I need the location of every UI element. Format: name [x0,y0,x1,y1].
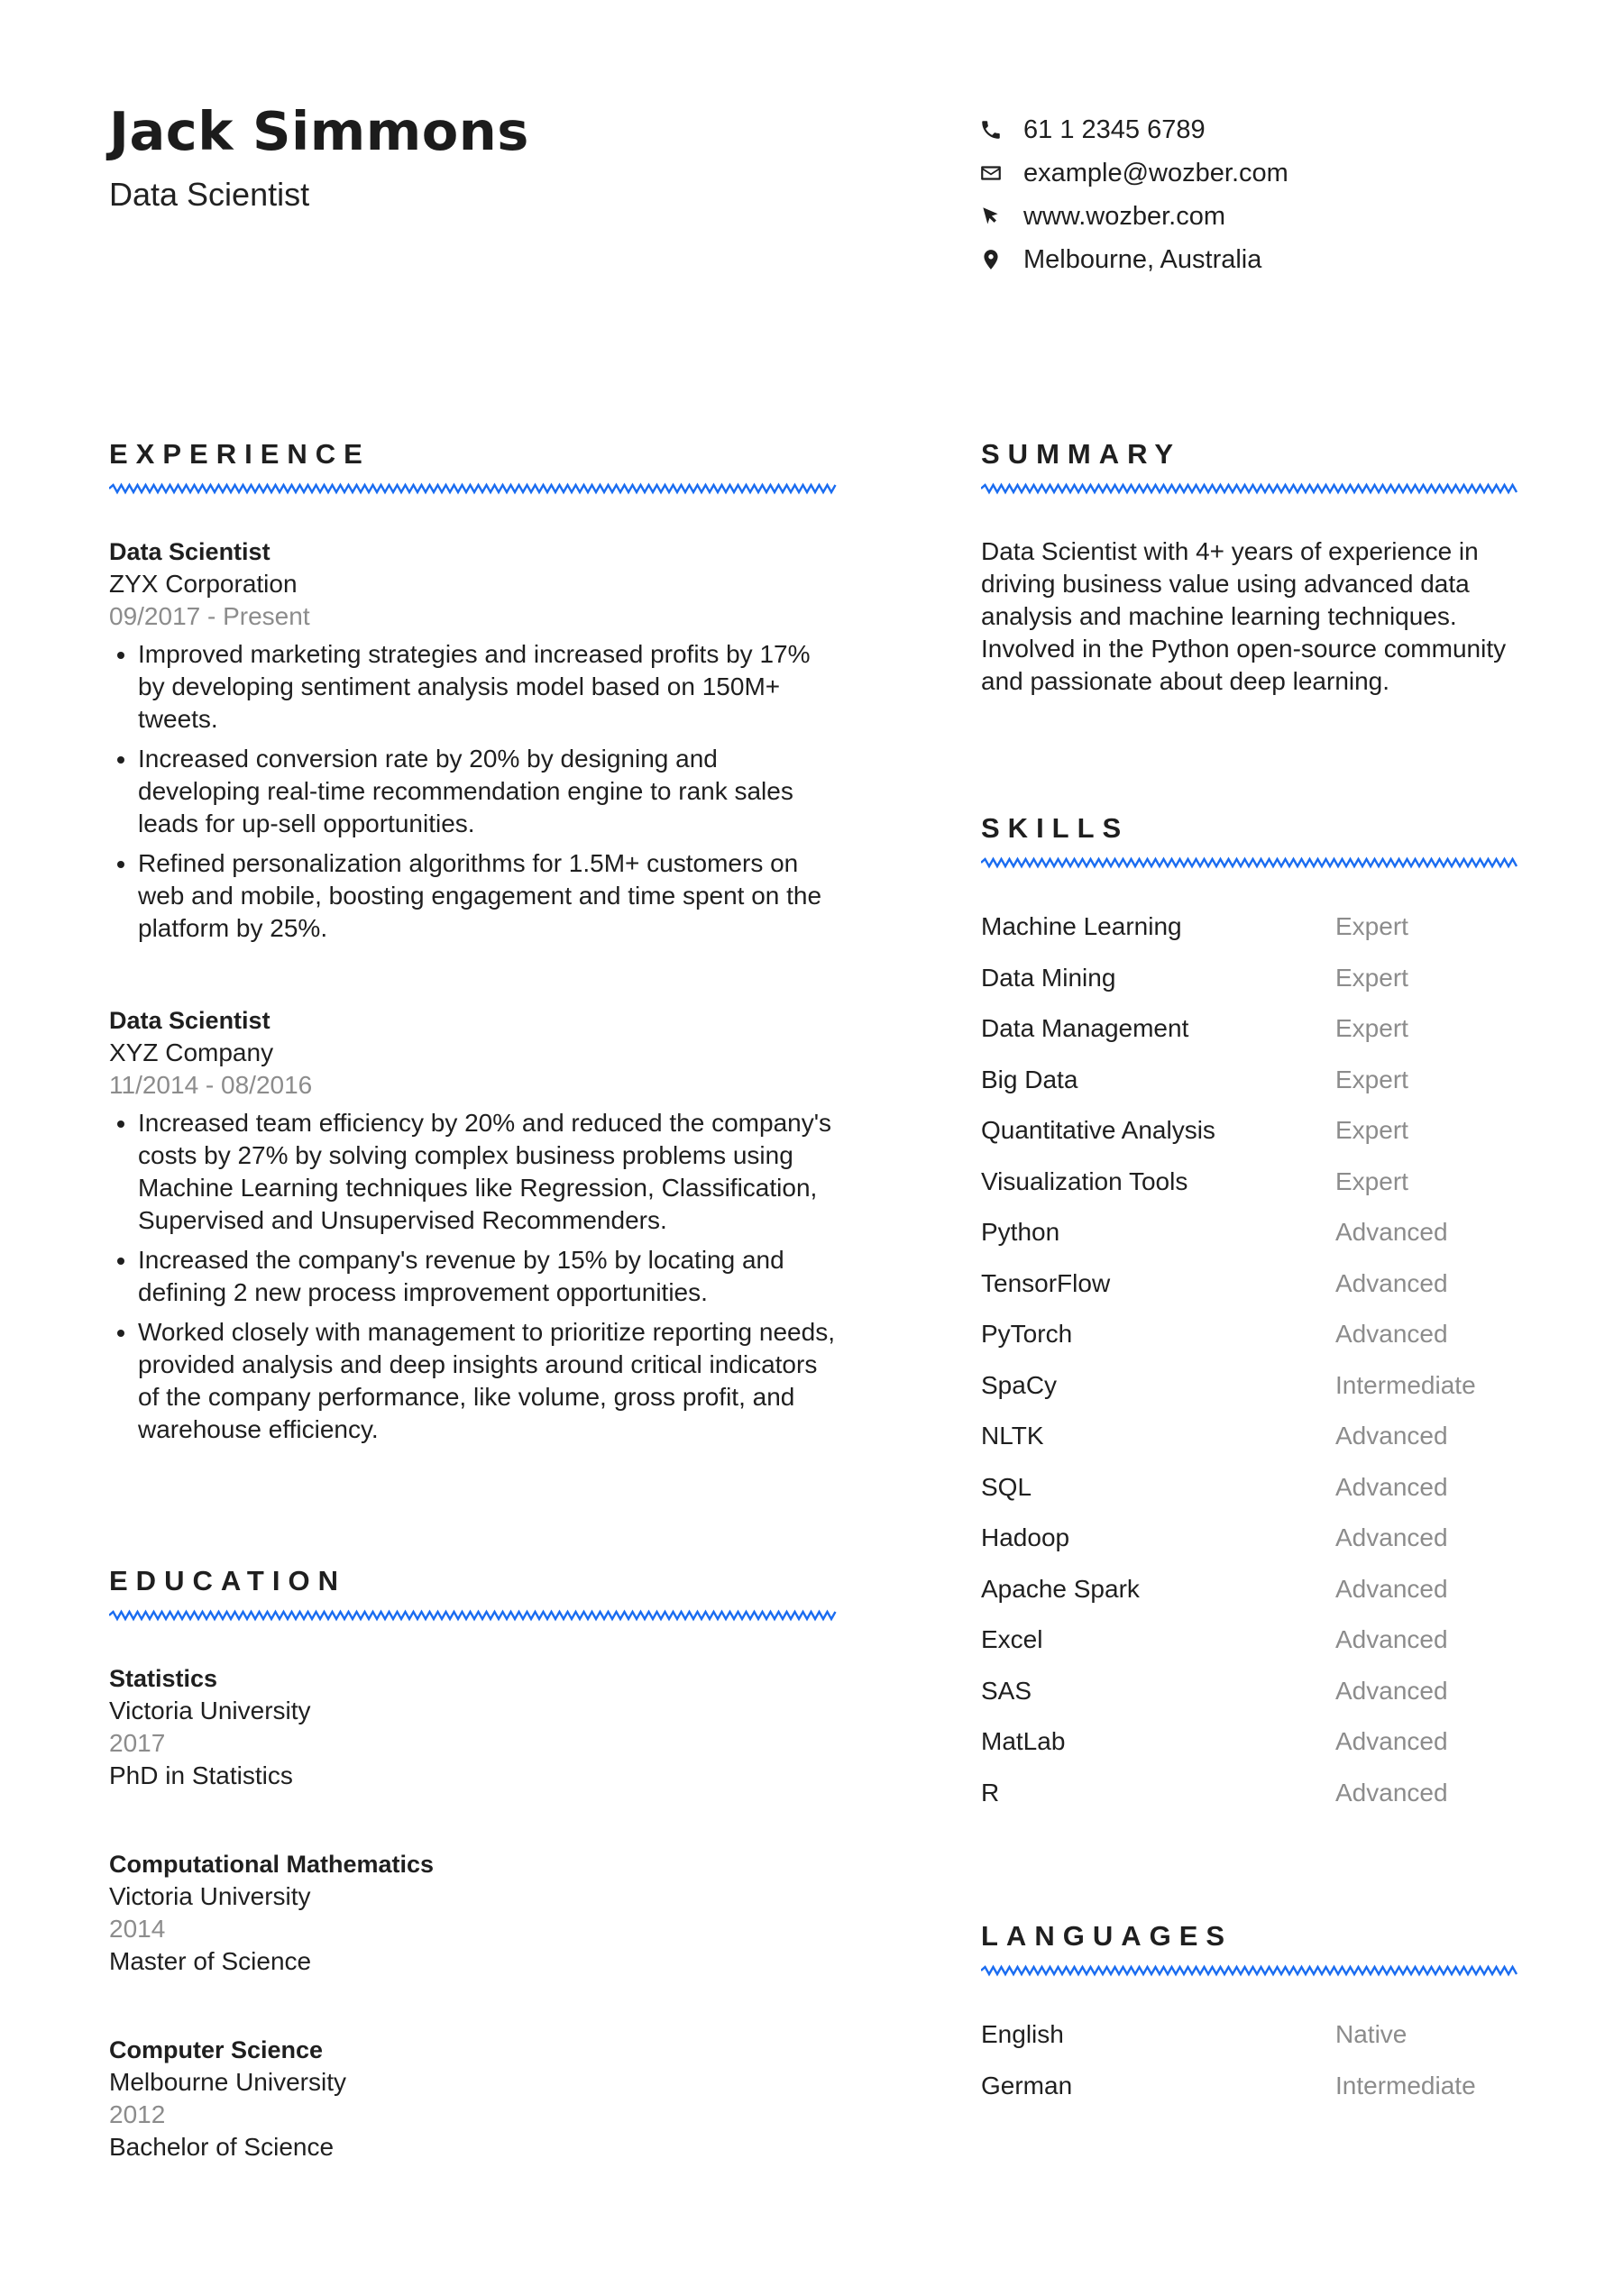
skill-name: Big Data [981,1065,1078,1093]
skill-level: Advanced [1335,1676,1448,1705]
experience-section-header [109,440,838,495]
skill-level: Expert [1335,1166,1408,1195]
job-dates: 11/2014 - 08/2016 [109,1071,313,1099]
education-degree: Bachelor of Science [109,2133,335,2161]
skills-wave-divider [981,856,1518,869]
skill-row [981,953,1518,1004]
language-name: English [981,2020,1064,2049]
skill-name: Data Mining [981,963,1116,992]
skill-row [981,1615,1518,1666]
summary-wave-divider [981,482,1518,495]
location-pin-icon [978,247,1004,272]
education-year: 2012 [109,2100,166,2128]
contact-website-text[interactable]: www.wozber.com [1023,201,1226,231]
skill-row [981,1055,1518,1106]
skill-name: PyTorch [981,1320,1073,1349]
education-school: Victoria University [109,1882,311,1910]
skill-level: Advanced [1335,1574,1448,1603]
skill-row [981,1258,1518,1310]
skill-level: Intermediate [1335,1370,1476,1399]
skill-name: R [981,1778,1000,1807]
skills-list [981,901,1518,1818]
summary-section-header [981,440,1518,495]
education-degree: PhD in Statistics [109,1761,293,1789]
contact-phone-text: 61 1 2345 6789 [1023,114,1206,144]
education-wave-divider [109,1609,838,1622]
skill-name: Python [981,1218,1060,1247]
skill-name: SAS [981,1676,1032,1705]
education-school: Victoria University [109,1697,311,1724]
skill-row [981,901,1518,953]
education-item [109,2034,839,2163]
experience-item [109,1004,839,1453]
skill-name: Visualization Tools [981,1166,1188,1195]
skill-level: Advanced [1335,1422,1448,1450]
skill-name: Apache Spark [981,1574,1140,1603]
skill-name: Excel [981,1625,1043,1654]
skill-level: Advanced [1335,1727,1448,1756]
education-year: 2017 [109,1729,166,1757]
skill-level: Expert [1335,1065,1408,1093]
contact-list [978,108,1288,281]
skill-name: SpaCy [981,1370,1058,1399]
education-heading: EDUCATION [109,1565,346,1596]
languages-list [981,2009,1518,2111]
language-row [981,2061,1518,2112]
experience-heading: EXPERIENCE [109,438,371,470]
contact-location [978,238,1288,281]
skill-row [981,1105,1518,1157]
language-level: Native [1335,2020,1408,2049]
languages-heading: LANGUAGES [981,1920,1233,1952]
skill-level: Advanced [1335,1268,1448,1297]
skill-row [981,1462,1518,1514]
skill-name: SQL [981,1472,1032,1501]
job-bullet: • Increased conversion rate by 20% by designing and developing real-time recommendation engine to rank sales leads for up-sell opportunities. [138,743,839,840]
contact-website[interactable] [978,195,1288,238]
job-role: Data Scientist [109,1007,270,1034]
job-bullet: • Worked closely with management to prioritize reporting needs, provided analysis and deep insights around critical indicators of the company performance, like volume, gross profit, and warehouse efficiency. [138,1316,839,1446]
skill-level: Expert [1335,1116,1408,1145]
skill-row [981,1513,1518,1564]
job-company: XYZ Company [109,1038,274,1066]
skill-level: Advanced [1335,1218,1448,1247]
contact-phone [978,108,1288,151]
skill-level: Advanced [1335,1778,1448,1807]
contact-email-text[interactable]: example@wozber.com [1023,158,1288,188]
skill-row [981,1411,1518,1462]
skill-level: Advanced [1335,1472,1448,1501]
language-row [981,2009,1518,2061]
cursor-icon [978,204,1004,229]
education-year: 2014 [109,1915,166,1943]
skill-level: Advanced [1335,1625,1448,1654]
language-level: Intermediate [1335,2071,1476,2099]
job-bullet: • Improved marketing strategies and increased profits by 17% by developing sentiment analysis model based on 150M+ tweets. [138,638,839,736]
skill-row [981,1564,1518,1615]
skill-level: Advanced [1335,1320,1448,1349]
job-role: Data Scientist [109,538,270,565]
education-field: Computational Mathematics [109,1851,435,1878]
skill-name: Data Management [981,1014,1189,1043]
skills-heading: SKILLS [981,812,1130,844]
education-school: Melbourne University [109,2068,346,2096]
skill-row [981,1207,1518,1258]
language-name: German [981,2071,1073,2099]
skill-name: MatLab [981,1727,1066,1756]
contact-location-text: Melbourne, Australia [1023,244,1262,274]
job-bullets [109,638,839,945]
skill-row [981,1768,1518,1819]
job-bullets [109,1107,839,1446]
summary-text: Data Scientist with 4+ years of experience in driving business value using advanced data analysis and machine learning techniques. Involved in the Python open-source community and passionate about deep learning. [981,537,1507,695]
experience-item [109,535,839,952]
skill-name: Quantitative Analysis [981,1116,1215,1145]
skills-section-header [981,814,1518,869]
skill-name: TensorFlow [981,1268,1111,1297]
languages-section-header [981,1922,1518,1977]
job-company: ZYX Corporation [109,570,298,598]
skill-level: Advanced [1335,1523,1448,1552]
education-item [109,1662,839,1792]
languages-wave-divider [981,1964,1518,1977]
skill-row [981,1157,1518,1208]
education-field: Statistics [109,1665,218,1692]
skill-row [981,1666,1518,1717]
skill-level: Expert [1335,963,1408,992]
skill-level: Expert [1335,912,1408,941]
phone-icon [978,117,1004,142]
education-degree: Master of Science [109,1947,312,1975]
job-bullet: • Increased team efficiency by 20% and reduced the company's costs by 27% by solving complex business problems using Machine Learning techniques like Regression, Classification, Supervised and Unsupervised Recommenders. [138,1107,839,1237]
education-item [109,1848,839,1978]
mail-icon [978,160,1004,186]
skill-row [981,1716,1518,1768]
skill-name: NLTK [981,1422,1044,1450]
job-dates: 09/2017 - Present [109,602,310,630]
summary-heading: SUMMARY [981,438,1182,470]
contact-email[interactable] [978,151,1288,195]
skill-row [981,1360,1518,1412]
resume-job-title: Data Scientist [109,176,310,213]
skill-name: Hadoop [981,1523,1070,1552]
resume-name: Jack Simmons [109,100,529,162]
education-section-header [109,1567,838,1622]
job-bullet: • Increased the company's revenue by 15% by locating and defining 2 new process improvement opportunities. [138,1244,839,1309]
skill-name: Machine Learning [981,912,1182,941]
skill-row [981,1003,1518,1055]
job-bullet: • Refined personalization algorithms for 1.5M+ customers on web and mobile, boosting engagement and time spent on the platform by 25%. [138,847,839,945]
experience-wave-divider [109,482,838,495]
skill-row [981,1309,1518,1360]
skill-level: Expert [1335,1014,1408,1043]
education-field: Computer Science [109,2036,324,2063]
